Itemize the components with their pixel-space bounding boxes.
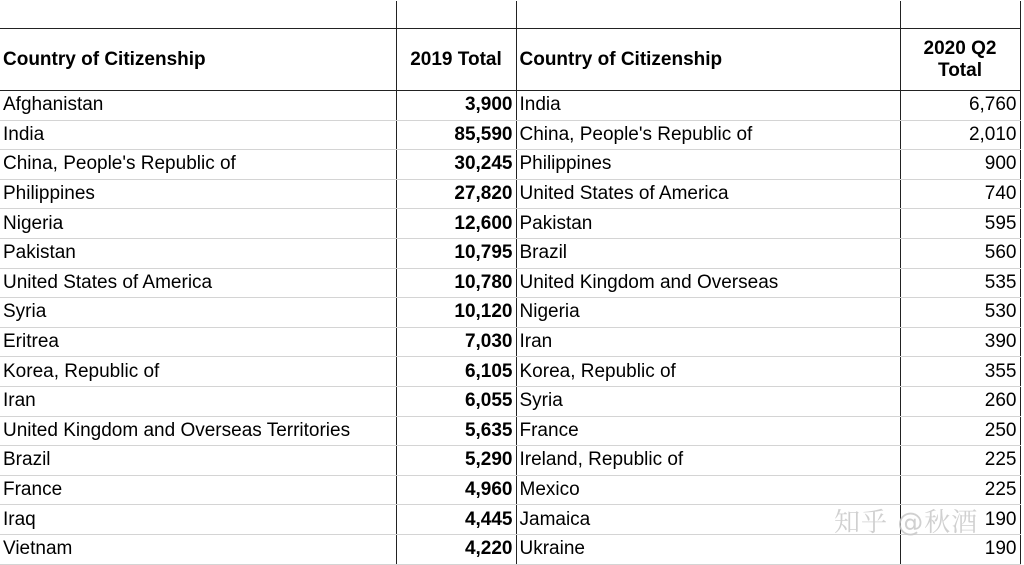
country-2020-cell: United Kingdom and Overseas [516,268,900,298]
total-2019-cell: 10,780 [396,268,516,298]
total-2020-cell: 225 [900,446,1020,476]
country-2020-cell: Iran [516,327,900,357]
total-2019-cell: 4,445 [396,505,516,535]
total-2020-cell: 190 [900,505,1020,535]
country-2019-cell: Afghanistan [0,91,396,121]
total-2019-cell: 6,105 [396,357,516,387]
country-2019-cell: India [0,120,396,150]
country-2020-cell: France [516,416,900,446]
country-2019-cell: Iran [0,386,396,416]
header-country-2019: Country of Citizenship [0,29,396,91]
country-2020-cell: Brazil [516,238,900,268]
table-row [0,298,1020,328]
country-2020-cell: Syria [516,386,900,416]
total-2020-cell: 390 [900,327,1020,357]
total-2019-cell: 10,120 [396,298,516,328]
total-2019-cell: 12,600 [396,209,516,239]
country-2019-cell: Brazil [0,446,396,476]
country-2019-cell: Nigeria [0,209,396,239]
country-2019-cell: Iraq [0,505,396,535]
total-2019-cell: 10,795 [396,238,516,268]
total-2020-cell: 530 [900,298,1020,328]
table-row [0,179,1020,209]
country-2020-cell: Philippines [516,150,900,180]
header-total-2020 [900,29,1020,91]
total-2019-cell: 5,290 [396,446,516,476]
country-2019-cell: Philippines [0,179,396,209]
total-2020-cell: 2,010 [900,120,1020,150]
header-country-2020: Country of Citizenship [516,29,900,91]
total-2020-cell: 190 [900,534,1020,564]
total-2020-cell: 900 [900,150,1020,180]
country-2019-cell: Eritrea [0,327,396,357]
country-2020-cell: China, People's Republic of [516,120,900,150]
total-2019-cell: 6,055 [396,386,516,416]
country-2019-cell: Pakistan [0,238,396,268]
table-row [0,150,1020,180]
total-2020-cell: 560 [900,238,1020,268]
country-2019-cell: Korea, Republic of [0,357,396,387]
watermark: 知乎 @秋酒 [834,508,979,538]
country-2020-cell: Mexico [516,475,900,505]
table-row [0,327,1020,357]
country-2020-cell: Pakistan [516,209,900,239]
table-row [0,386,1020,416]
country-2019-cell: Vietnam [0,534,396,564]
country-2020-cell: Ukraine [516,534,900,564]
country-2019-cell: China, People's Republic of [0,150,396,180]
total-2020-cell: 250 [900,416,1020,446]
country-2019-cell: France [0,475,396,505]
total-2019-cell: 3,900 [396,91,516,121]
citizenship-table [0,1,1021,565]
table-row [0,475,1020,505]
header-total-2019: 2019 Total [396,29,516,91]
header-total-2020-line1: 2020 Q2 [923,37,997,59]
country-2020-cell: Ireland, Republic of [516,446,900,476]
total-2019-cell: 85,590 [396,120,516,150]
total-2019-cell: 27,820 [396,179,516,209]
table-row [0,416,1020,446]
total-2019-cell: 4,220 [396,534,516,564]
total-2020-cell: 535 [900,268,1020,298]
total-2020-cell: 740 [900,179,1020,209]
header-spacer-row [0,1,1020,29]
total-2019-cell: 30,245 [396,150,516,180]
country-2019-cell: United States of America [0,268,396,298]
total-2020-cell: 260 [900,386,1020,416]
table-row [0,120,1020,150]
table-row [0,357,1020,387]
table-row [0,238,1020,268]
table-row [0,446,1020,476]
country-2020-cell: United States of America [516,179,900,209]
header-total-2020-line2: Total [938,59,982,81]
total-2020-cell: 595 [900,209,1020,239]
header-row [0,29,1020,91]
table-row [0,91,1020,121]
total-2020-cell: 6,760 [900,91,1020,121]
table-row [0,268,1020,298]
country-2020-cell: Jamaica [516,505,900,535]
country-2020-cell: Korea, Republic of [516,357,900,387]
country-2019-cell: United Kingdom and Overseas Territories [0,416,396,446]
country-2020-cell: India [516,91,900,121]
country-2020-cell: Nigeria [516,298,900,328]
table-body [0,91,1020,565]
country-2019-cell: Syria [0,298,396,328]
table-row [0,209,1020,239]
total-2019-cell: 5,635 [396,416,516,446]
total-2019-cell: 4,960 [396,475,516,505]
total-2020-cell: 225 [900,475,1020,505]
total-2019-cell: 7,030 [396,327,516,357]
total-2020-cell: 355 [900,357,1020,387]
